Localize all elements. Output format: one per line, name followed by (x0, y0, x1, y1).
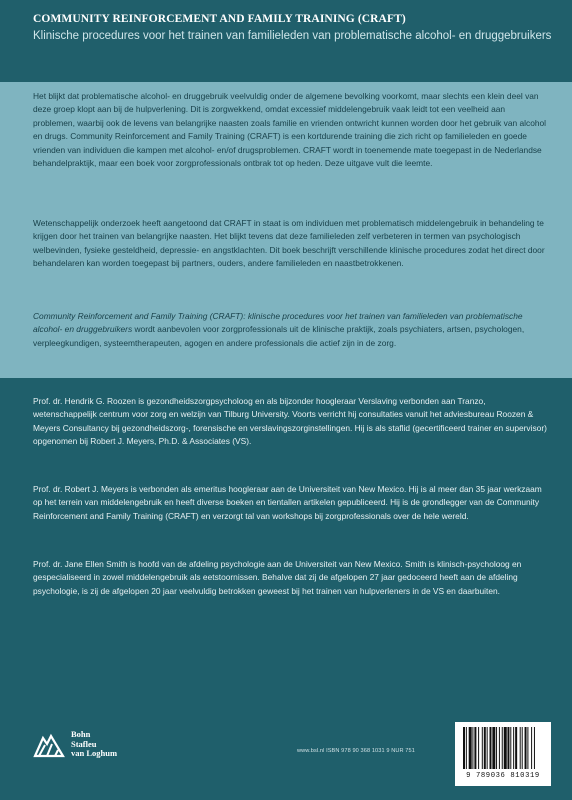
barcode (455, 722, 551, 786)
publisher-logo-icon (33, 730, 65, 760)
publisher-name-line-2: Stafleu (71, 738, 97, 749)
publisher-logo (33, 728, 133, 768)
isbn-info: www.bsl.nl ISBN 978 90 368 1031 9 NUR 751 (297, 748, 415, 754)
publisher-name-line-3: van Loghum (71, 748, 118, 758)
publisher-name (71, 730, 117, 759)
description-paragraph-3 (33, 310, 548, 350)
publisher-name-line-1: Bohn (71, 729, 91, 739)
description-paragraph-2: Wetenschappelijk onderzoek heeft aangetoond dat CRAFT in staat is om individuen met problematisch middelengebruik in behandeling te krijgen door het trainen van belangrijke naasten. Het blijkt tevens dat deze familieleden zelf verbeteren in termen van psychologisch welbevinden, fysieke gesteldheid, depressie- en angstklachten. Dit boek beschrijft verschillende klinische procedures zodat het direct door behandelaren kan worden toegepast bij partners, ouders, andere familieleden en naastbetrokkenen. (33, 218, 545, 269)
author-bio-roozen: Prof. dr. Hendrik G. Roozen is gezondheidszorgpsycholoog en als bijzonder hoogleraar Verslaving verbonden aan Tranzo, wetenschappelijk centrum voor zorg en welzijn van Tilburg University. Voorts verricht hij consultaties vanuit het adviesbureau Roozen & Meyers Consultancy bij gezondheidszorg-, forensische en verslavingszorginstellingen. Hij is als staflid (gecertificeerd trainer en supervisor) opgenomen bij Robert J. Meyers, Ph.D. & Associates (VS). (33, 396, 547, 447)
barcode-number: 9 789036 810319 (466, 772, 540, 780)
book-title: COMMUNITY REINFORCEMENT AND FAMILY TRAINING (CRAFT) (33, 13, 406, 25)
recommendation-text: wordt aanbevolen voor zorgprofessionals uit de klinische praktijk, zoals psychiaters, artsen, psychologen, verpleegkundigen, systeemtherapeuten, agogen en andere professionals die actief zijn in de zorg. (33, 324, 525, 348)
author-bio-smith: Prof. dr. Jane Ellen Smith is hoofd van de afdeling psychologie aan de Universiteit van New Mexico. Smith is klinisch-psycholoog en gespecialiseerd in zowel middelengebruik als eetstoornissen. Behalve dat zij de afgelopen 27 jaar gedoceerd heeft aan de afdeling psychologie, is zij de afgelopen 20 jaar veelvuldig betrokken geweest bij het trainen van hulpverleners in de VS en daarbuiten. (33, 559, 522, 596)
book-subtitle: Klinische procedures voor het trainen van familieleden van problematische alcohol- en druggebruikers (33, 30, 552, 42)
description-band (0, 82, 572, 378)
description-paragraph-1: Het blijkt dat problematische alcohol- en druggebruik veelvuldig onder de algemene bevolking voorkomt, maar slechts een klein deel van deze groep klopt aan bij de hulpverlening. Dit is zorgwekkend, omdat excessief middelengebruik vaak leidt tot een veelheid aan problemen, waarbij ook de levens van belangrijke naasten zoals familie en vrienden ontwricht kunnen worden door het gebruik van alcohol en drugs. Community Reinforcement and Family Training (CRAFT) is een kortdurende training die zich richt op familieleden en goede vrienden van individuen die kampen met alcohol- en/of drugsproblemen. CRAFT wordt in toenemende mate toegepast in de Nederlandse behandelpraktijk, maar een boek voor zorgprofessionals ontbrak tot op heden. Deze uitgave vult die leemte. (33, 91, 547, 169)
cover-header-band (0, 0, 572, 82)
author-bio-meyers: Prof. dr. Robert J. Meyers is verbonden als emeritus hoogleraar aan de Universiteit van New Mexico. Hij is al meer dan 35 jaar werkzaam op het terrein van middelengebruik en heeft diverse boeken en tientallen artikelen gepubliceerd. Hij is de grondlegger van de Community Reinforcement and Family Training (CRAFT) en verzorgt tal van workshops bij zorgprofessionals over de hele wereld. (33, 484, 542, 521)
book-title-italic: Community Reinforcement and Family Training (CRAFT): klinische procedures voor het trainen van familieleden van problematische alcohol- en druggebruikers (33, 311, 523, 335)
barcode-bars-icon (461, 727, 545, 771)
